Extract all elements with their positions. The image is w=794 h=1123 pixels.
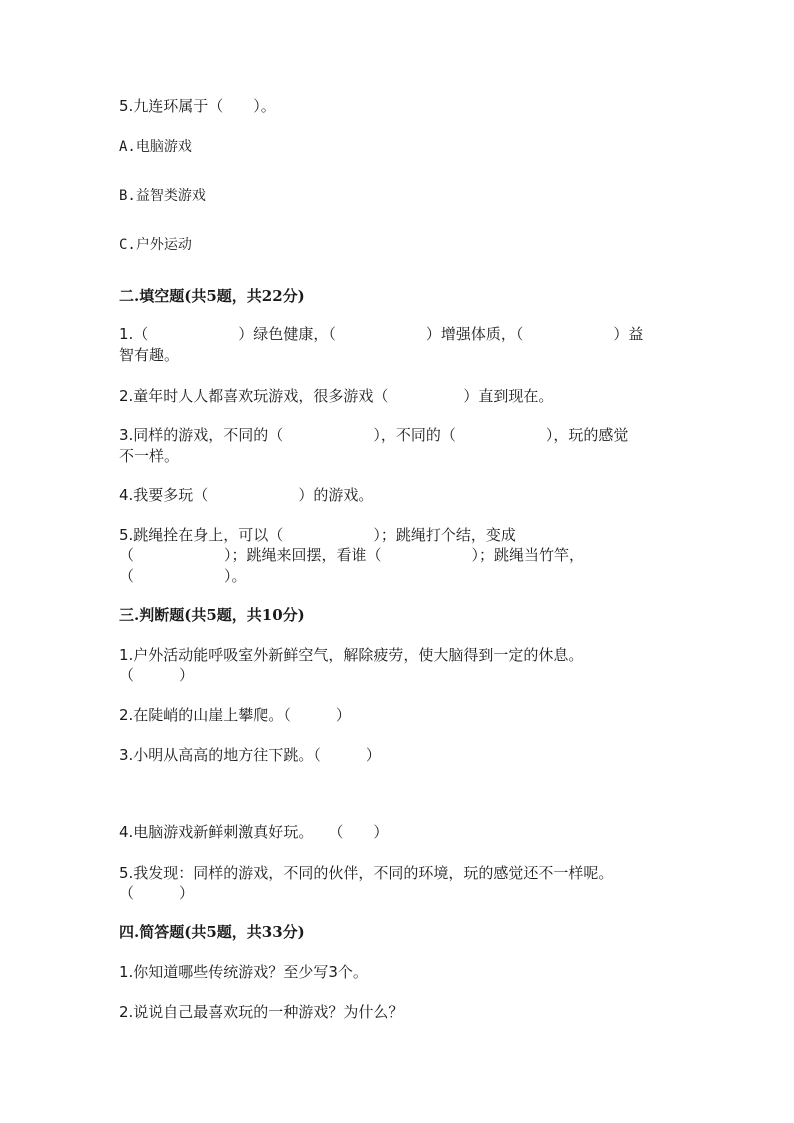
fill-blank-question-3-line-1: 3.同样的游戏，不同的（ ），不同的（ ），玩的感觉 (119, 426, 629, 444)
fill-blank-question-1-line-1: 1.（ ）绿色健康，（ ）增强体质，（ ）益 (119, 325, 644, 343)
fill-blank-question-3-line-2: 不一样。 (119, 447, 180, 465)
choice-option-a: A.电脑游戏 (119, 139, 192, 155)
true-false-question-1-line-1: 1.户外活动能呼吸室外新鲜空气，解除疲劳，使大脑得到一定的休息。 (119, 646, 584, 664)
short-answer-question-1: 1.你知道哪些传统游戏？至少写3个。 (119, 963, 368, 981)
true-false-question-3: 3.小明从高高的地方往下跳。（ ） (119, 746, 381, 764)
choice-question-5: 5.九连环属于（ ）。 (119, 97, 276, 115)
choice-option-b: B.益智类游戏 (119, 188, 206, 204)
fill-blank-question-1-line-2: 智有趣。 (119, 346, 180, 364)
true-false-question-2: 2.在陡峭的山崖上攀爬。（ ） (119, 706, 351, 724)
fill-blank-question-5-line-2: （ ）；跳绳来回摆，看谁（ ）；跳绳当竹竿， (119, 546, 585, 564)
fill-blank-question-5-line-1: 5.跳绳拴在身上，可以（ ）；跳绳打个结，变成 (119, 526, 516, 544)
short-answer-question-2: 2.说说自己最喜欢玩的一种游戏？为什么？ (119, 1003, 404, 1021)
fill-blank-question-5-line-3: （ ）。 (119, 567, 247, 585)
section-heading-short-answer: 四.简答题(共5题，共33分) (119, 923, 305, 941)
true-false-question-4: 4.电脑游戏新鲜刺激真好玩。 （ ） (119, 823, 389, 841)
fill-blank-question-2: 2.童年时人人都喜欢玩游戏，很多游戏（ ）直到现在。 (119, 387, 554, 405)
section-heading-true-false: 三.判断题(共5题，共10分) (119, 606, 305, 624)
true-false-question-1-line-2: （ ） (119, 666, 195, 684)
fill-blank-question-4: 4.我要多玩（ ）的游戏。 (119, 486, 374, 504)
true-false-question-5-line-2: （ ） (119, 884, 195, 902)
true-false-question-5-line-1: 5.我发现：同样的游戏，不同的伙伴，不同的环境，玩的感觉还不一样呢。 (119, 864, 614, 882)
choice-option-c: C.户外运动 (119, 237, 192, 253)
section-heading-fill-blank: 二.填空题(共5题，共22分) (119, 287, 305, 305)
